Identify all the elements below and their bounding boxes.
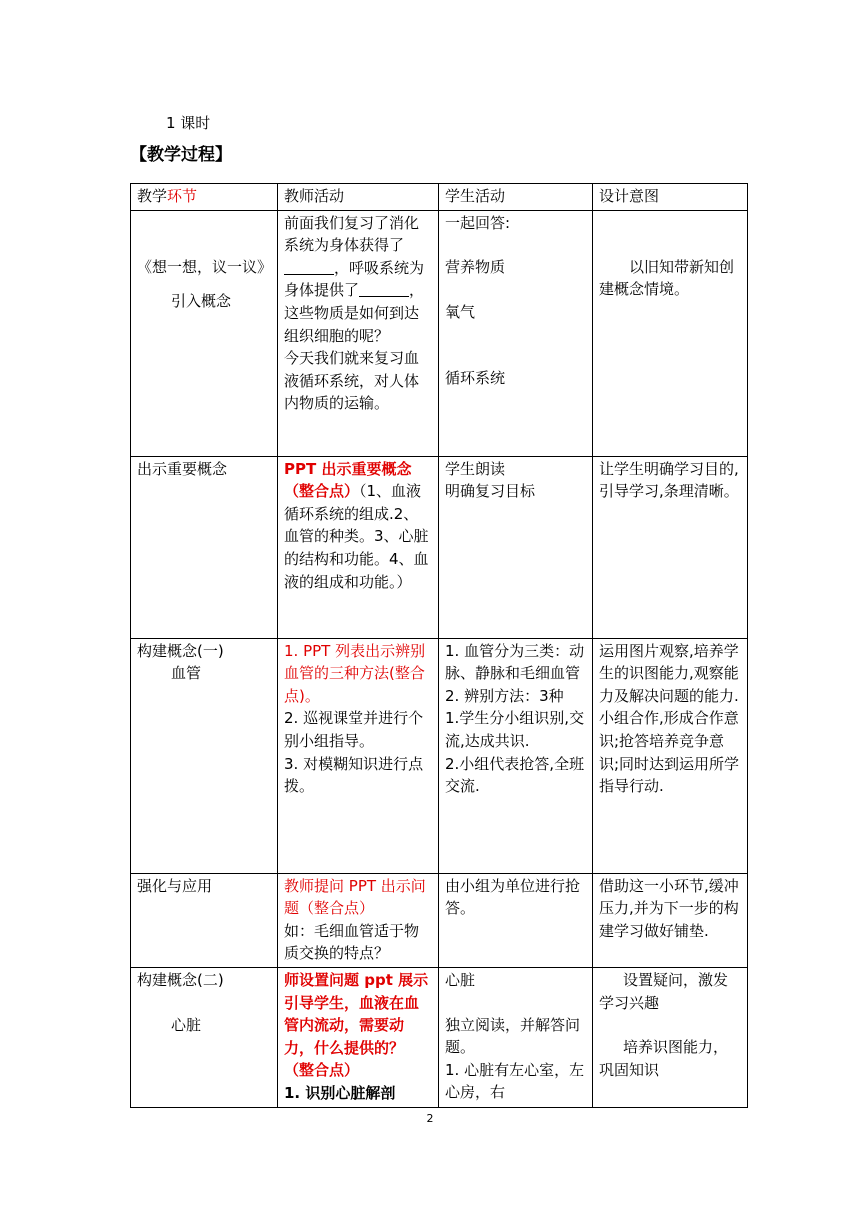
table-row: [131, 967, 748, 1107]
teacher-cell: PPT 出示重要概念（整合点）（1、血液循环系统的组成.2、血管的种类。3、心脏的结构和功能。4、血液的组成和功能。）: [278, 456, 439, 638]
student-cell: 学生朗读 明确复习目标: [439, 456, 593, 638]
teacher-cell: 师设置问题 ppt 展示引导学生，血液在血管内流动，需要动力，什么提供的？（整合点） 1. 识别心脏解剖: [278, 967, 439, 1107]
stage-cell: 《想一想，议一议》 引入概念: [131, 210, 278, 456]
header-intent: 设计意图: [593, 184, 748, 211]
table-header-row: [131, 184, 748, 211]
teacher-cell: 教师提问 PPT 出示问题（整合点） 如：毛细血管适于物质交换的特点？: [278, 873, 439, 967]
header-student: 学生活动: [439, 184, 593, 211]
table-row: [131, 456, 748, 638]
intent-cell: 让学生明确学习目的,引导学习,条理清晰。: [593, 456, 748, 638]
header-stage: 教学环节: [131, 184, 278, 211]
intent-cell: 以旧知带新知创建概念情境。: [593, 210, 748, 456]
teacher-cell: 1. PPT 列表出示辨别血管的三种方法(整合点)。 2. 巡视课堂并进行个别小组指导。 3. 对模糊知识进行点拨。: [278, 638, 439, 873]
intent-cell: 借助这一小环节,缓冲压力,并为下一步的构建学习做好铺垫.: [593, 873, 748, 967]
stage-cell: 强化与应用: [131, 873, 278, 967]
section-title: 【教学过程】: [130, 145, 232, 165]
teaching-process-table: [130, 183, 748, 1108]
student-cell: 由小组为单位进行抢答。: [439, 873, 593, 967]
table-row: [131, 873, 748, 967]
stage-cell: 出示重要概念: [131, 456, 278, 638]
fill-blank: [284, 260, 334, 275]
intent-cell: 运用图片观察,培养学生的识图能力,观察能力及解决问题的能力.小组合作,形成合作意识;抢答培养竞争意识;同时达到运用所学指导行动.: [593, 638, 748, 873]
student-cell: 一起回答: 营养物质 氧气 循环系统: [439, 210, 593, 456]
header-teacher: 教师活动: [278, 184, 439, 211]
stage-cell: 构建概念(一) 血管: [131, 638, 278, 873]
intent-cell: 设置疑问，激发学习兴趣 培养识图能力，巩固知识: [593, 967, 748, 1107]
page-number: 2: [426, 1112, 434, 1125]
student-cell: 1. 血管分为三类：动脉、静脉和毛细血管 2. 辨别方法：3种 1.学生分小组识别,交流,达成共识. 2.小组代表抢答,全班交流.: [439, 638, 593, 873]
fill-blank: [359, 282, 409, 297]
lesson-hours: 1 课时: [166, 114, 211, 132]
student-cell: 心脏 独立阅读，并解答问题。 1. 心脏有左心室，左心房，右: [439, 967, 593, 1107]
table-row: [131, 210, 748, 456]
table-row: [131, 638, 748, 873]
teacher-cell: 前面我们复习了消化系统为身体获得了，呼吸系统为身体提供了 ，这些物质是如何到达组织细胞的呢？ 今天我们就来复习血液循环系统，对人体内物质的运输。: [278, 210, 439, 456]
stage-cell: 构建概念(二) 心脏: [131, 967, 278, 1107]
